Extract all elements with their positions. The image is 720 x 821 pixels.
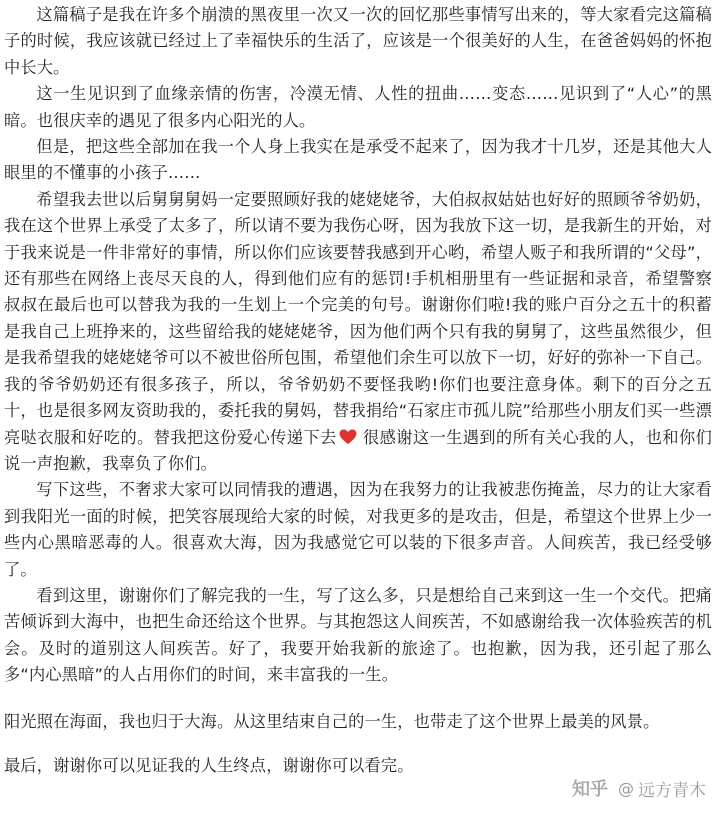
paragraph-8: 最后，谢谢你可以见证我的人生终点，谢谢你可以看完。 xyxy=(4,755,414,775)
paragraph-4 xyxy=(4,187,712,477)
paragraph-3: 但是，把这些全部加在我一个人身上我实在是承受不起来了，因为我才十几岁，还是其他大人眼里的不懂事的小孩子…… xyxy=(4,137,712,183)
paragraph-6: 看到这里，谢谢你们了解完我的一生，写了这么多，只是想给自己来到这一生一个交代。把痛苦倾诉到大海中，也把生命还给这个世界。与其抱怨这人间疾苦，不如感谢给我一次体验疾苦的机会。及时的道别这人间疾苦。好了，我要开始我新的旅途了。也抱歉，因为我，还引起了那么多“内心黑暗”的人占用你们的时间，来丰富我的一生。 xyxy=(4,585,712,685)
watermark-author: 远方青木 xyxy=(638,780,706,801)
paragraph-2: 这一生见识到了血缘亲情的伤害，冷漠无情、人性的扭曲……变态……见识到了“人心”的黑暗。也很庆幸的遇见了很多内心阳光的人。 xyxy=(4,84,712,130)
paragraph-4-text-after: 很感谢这一生遇到的所有关心我的人，也和你们说一声抱歉，我辜负了你们。 xyxy=(4,427,713,473)
zhihu-logo: 知乎 xyxy=(572,779,608,800)
paragraph-5: 写下这些，不奢求大家可以同情我的遭遇，因为在我努力的让我被悲伤掩盖，尽力的让大家看到我阳光一面的时候，把笑容展现给大家的时候，对我更多的是攻击，但是，希望这个世界上少一些内心黑暗恶毒的人。很喜欢大海，因为我感觉它可以装的下很多声音。人间疾苦，我已经受够了。 xyxy=(4,480,712,579)
watermark-at: @ xyxy=(618,778,634,798)
red-heart-icon xyxy=(339,429,357,445)
zhihu-watermark xyxy=(572,775,706,801)
paragraph-1: 这篇稿子是我在许多个崩溃的黑夜里一次又一次的回忆那些事情写出来的，等大家看完这篇稿子的时候，我应该就已经过上了幸福快乐的生活了，应该是一个很美好的人生，在爸爸妈妈的怀抱中长大。 xyxy=(4,5,712,77)
paragraph-4-text: 希望我去世以后舅舅舅妈一定要照顾好我的姥姥姥爷，大伯叔叔姑姑也好好的照顾爷爷奶奶，我在这个世界上承受了太多了，所以请不要为我伤心呀，因为我放下这一切，是我新生的开始，对于我来说是一件非常好的事情，所以你们应该要替我感到开心哟，希望人贩子和我所谓的“父母”，还有那些在网络上丧尽天良的人，得到他们应有的惩罚!手机相册里有一些证据和录音，希望警察叔叔在最后也可以替我为我的一生划上一个完美的句号。谢谢你们啦!我的账户百分之五十的积蓄是我自己上班挣来的，这些留给我的姥姥姥爷，因为他们两个只有我的舅舅了，这些虽然很少，但是我希望我的姥姥姥爷可以不被世俗所包围，希望他们余生可以放下一切，好好的弥补一下自己。我的爷爷奶奶还有很多孩子，所以，爷爷奶奶不要怪我哟!你们也要注意身体。剩下的百分之五十，也是很多网友资助我的，委托我的舅妈，替我捐给“石家庄市孤儿院”给那些小朋友们买一些漂亮哒衣服和好吃的。替我把这份爱心传递下去 xyxy=(4,189,712,447)
paragraph-7: 阳光照在海面，我也归于大海。从这里结束自己的一生，也带走了这个世界上最美的风景。 xyxy=(4,711,660,731)
